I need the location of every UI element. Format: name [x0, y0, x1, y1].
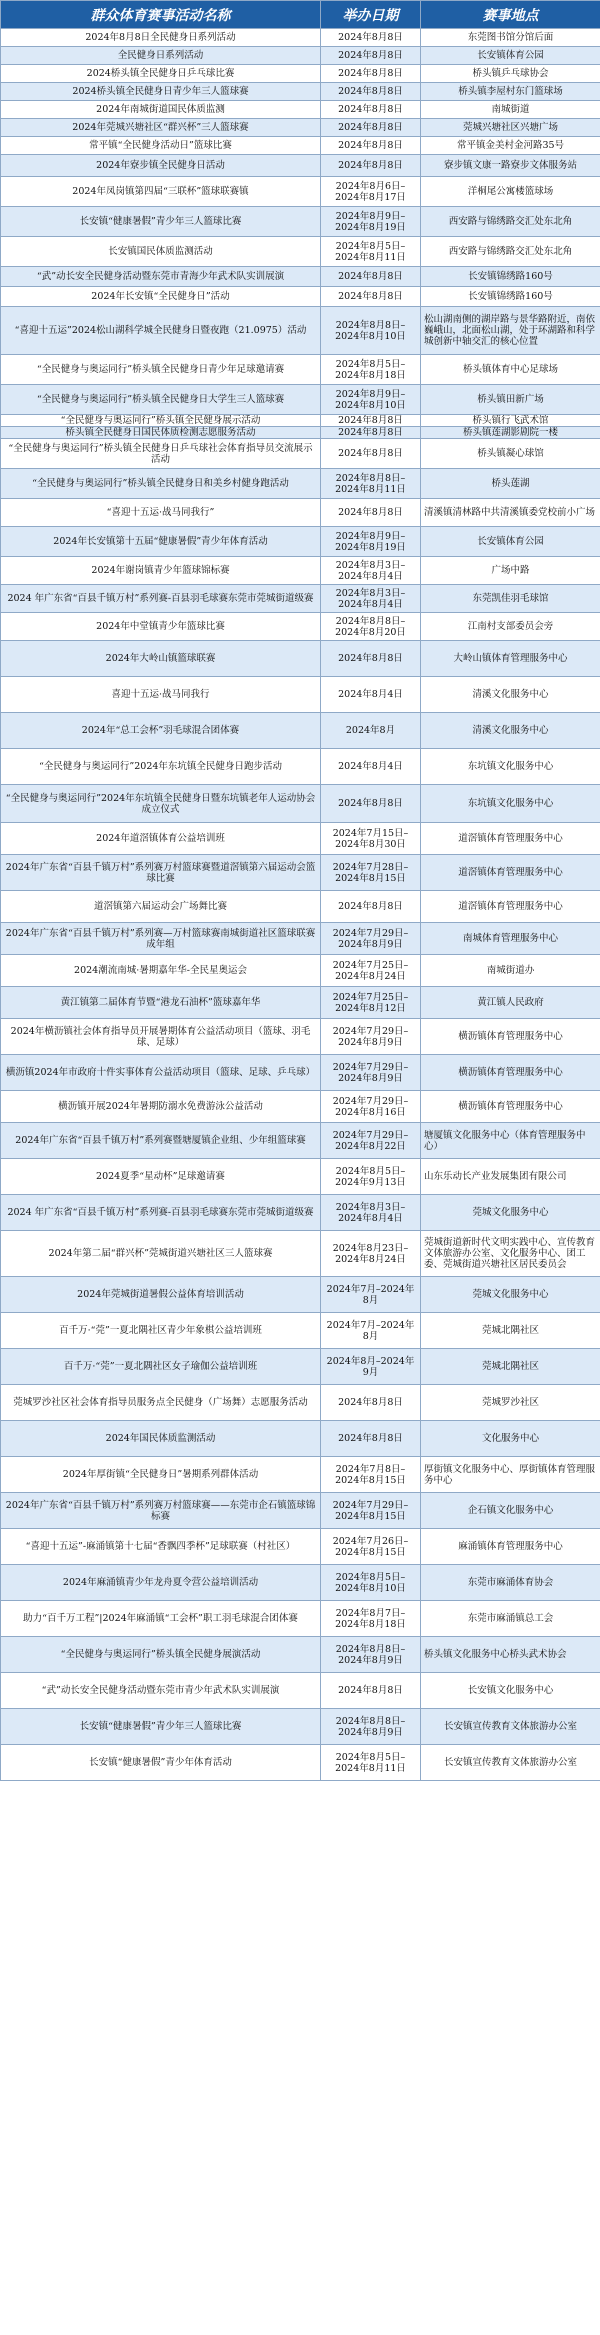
- table-row: [1, 855, 600, 891]
- table-row: [1, 585, 600, 613]
- event-date-cell: 2024年7月29日–2024年8月9日: [321, 923, 421, 955]
- event-name-cell: 2024年大岭山镇篮球联赛: [1, 641, 321, 677]
- event-name-cell: 常平镇“全民健身活动日”篮球比赛: [1, 137, 321, 155]
- event-name-cell: 长安镇国民体质监测活动: [1, 237, 321, 267]
- event-date-cell: 2024年8月8日: [321, 287, 421, 307]
- event-date-cell: 2024年7月29日–2024年8月9日: [321, 1055, 421, 1091]
- table-row: [1, 641, 600, 677]
- event-date-cell: 2024年8月5日–2024年8月11日: [321, 237, 421, 267]
- event-name-cell: 2024年长安镇“全民健身日”活动: [1, 287, 321, 307]
- table-row: [1, 427, 600, 439]
- table-row: [1, 955, 600, 987]
- event-location-cell: 东莞图书馆分馆后面: [421, 29, 600, 47]
- table-row: [1, 1673, 600, 1709]
- table-row: [1, 1493, 600, 1529]
- event-location-cell: 长安镇宣传教育文体旅游办公室: [421, 1709, 600, 1745]
- event-name-cell: 2024年广东省“百县千镇万村”系列赛暨塘厦镇企业组、少年组篮球赛: [1, 1123, 321, 1159]
- table-row: [1, 1313, 600, 1349]
- table-row: [1, 1349, 600, 1385]
- event-name-cell: 2024潮流南城·暑期嘉年华-全民星奥运会: [1, 955, 321, 987]
- event-name-cell: 2024年广东省“百县千镇万村”系列赛万村篮球赛暨道滘镇第六届运动会篮球比赛: [1, 855, 321, 891]
- event-date-cell: 2024年8月8日: [321, 1385, 421, 1421]
- event-date-cell: 2024年8月8日–2024年8月10日: [321, 307, 421, 355]
- event-location-cell: 东莞凯佳羽毛球馆: [421, 585, 600, 613]
- event-name-cell: 2024年8月8日全民健身日系列活动: [1, 29, 321, 47]
- event-date-cell: 2024年8月5日–2024年8月18日: [321, 355, 421, 385]
- event-location-cell: 广场中路: [421, 557, 600, 585]
- event-name-cell: “喜迎十五运·战马同我行”: [1, 499, 321, 527]
- event-location-cell: 东坑镇文化服务中心: [421, 785, 600, 823]
- event-location-cell: 长安镇体育公园: [421, 47, 600, 65]
- event-date-cell: 2024年8月: [321, 713, 421, 749]
- event-name-cell: 2024年谢岗镇青少年篮球锦标赛: [1, 557, 321, 585]
- table-row: [1, 1745, 600, 1781]
- event-name-cell: 黄江镇第二届体育节暨“港龙石油杯”篮球嘉年华: [1, 987, 321, 1019]
- table-row: [1, 1457, 600, 1493]
- event-name-cell: 2024年厚街镇“全民健身日”暑期系列群体活动: [1, 1457, 321, 1493]
- event-date-cell: 2024年8月8日: [321, 155, 421, 177]
- event-date-cell: 2024年8月9日–2024年8月10日: [321, 385, 421, 415]
- event-location-cell: 道滘镇体育管理服务中心: [421, 891, 600, 923]
- event-location-cell: 桥头镇行飞武术馆: [421, 415, 600, 427]
- event-name-cell: 2024桥头镇全民健身日乒乓球比赛: [1, 65, 321, 83]
- table-row: [1, 1123, 600, 1159]
- event-location-cell: 大岭山镇体育管理服务中心: [421, 641, 600, 677]
- event-date-cell: 2024年8月8日: [321, 137, 421, 155]
- event-location-cell: 东坑镇文化服务中心: [421, 749, 600, 785]
- event-location-cell: 文化服务中心: [421, 1421, 600, 1457]
- event-location-cell: 南城体育管理服务中心: [421, 923, 600, 955]
- event-date-cell: 2024年8月8日: [321, 785, 421, 823]
- event-date-cell: 2024年8月8日: [321, 119, 421, 137]
- event-location-cell: 江南村支部委员会旁: [421, 613, 600, 641]
- event-date-cell: 2024年8月3日–2024年8月4日: [321, 585, 421, 613]
- table-row: [1, 823, 600, 855]
- event-location-cell: 长安镇体育公园: [421, 527, 600, 557]
- event-name-cell: 2024年道滘镇体育公益培训班: [1, 823, 321, 855]
- table-row: [1, 1637, 600, 1673]
- event-date-cell: 2024年8月8日: [321, 415, 421, 427]
- event-date-cell: 2024年8月8日: [321, 641, 421, 677]
- event-location-cell: 黄江镇人民政府: [421, 987, 600, 1019]
- table-row: [1, 1195, 600, 1231]
- event-date-cell: 2024年8月8日: [321, 1673, 421, 1709]
- event-location-cell: 长安镇宣传教育文体旅游办公室: [421, 1745, 600, 1781]
- event-location-cell: 清溪文化服务中心: [421, 677, 600, 713]
- event-name-cell: 2024年中堂镇青少年篮球比赛: [1, 613, 321, 641]
- event-name-cell: 百千万·“莞”一夏北隅社区女子瑜伽公益培训班: [1, 1349, 321, 1385]
- event-date-cell: 2024年8月4日: [321, 677, 421, 713]
- event-location-cell: 莞城文化服务中心: [421, 1277, 600, 1313]
- event-name-cell: 道滘镇第六届运动会广场舞比赛: [1, 891, 321, 923]
- table-row: [1, 119, 600, 137]
- event-date-cell: 2024年8月8日: [321, 891, 421, 923]
- event-name-cell: 长安镇“健康暑假”青少年三人篮球比赛: [1, 207, 321, 237]
- event-location-cell: 桥头镇莲湖影剧院一楼: [421, 427, 600, 439]
- event-date-cell: 2024年8月8日–2024年8月9日: [321, 1709, 421, 1745]
- event-name-cell: 2024年莞城兴塘社区“群兴杯”三人篮球赛: [1, 119, 321, 137]
- event-date-cell: 2024年8月23日–2024年8月24日: [321, 1231, 421, 1277]
- table-row: [1, 527, 600, 557]
- header-event-name: 群众体育赛事活动名称: [1, 1, 321, 29]
- event-date-cell: 2024年8月3日–2024年8月4日: [321, 1195, 421, 1231]
- event-name-cell: 2024年第二届“群兴杯”莞城街道兴塘社区三人篮球赛: [1, 1231, 321, 1277]
- event-name-cell: 全民健身日系列活动: [1, 47, 321, 65]
- header-row: [1, 1, 600, 29]
- event-location-cell: 山东乐动长产业发展集团有限公司: [421, 1159, 600, 1195]
- event-name-cell: 2024年长安镇第十五届“健康暑假”青少年体育活动: [1, 527, 321, 557]
- event-location-cell: 横沥镇体育管理服务中心: [421, 1019, 600, 1055]
- event-date-cell: 2024年8月8日: [321, 47, 421, 65]
- event-date-cell: 2024年8月8日–2024年8月11日: [321, 469, 421, 499]
- table-row: [1, 677, 600, 713]
- table-row: [1, 29, 600, 47]
- table-row: [1, 47, 600, 65]
- event-location-cell: 洋桐尾公寓楼篮球场: [421, 177, 600, 207]
- event-name-cell: 2024 年广东省“百县千镇万村”系列赛-百县羽毛球赛东莞市莞城街道级赛: [1, 1195, 321, 1231]
- event-date-cell: 2024年8月8日: [321, 439, 421, 469]
- event-name-cell: 2024年南城街道国民体质监测: [1, 101, 321, 119]
- event-location-cell: 清溪镇清林路中共清溪镇委党校前小广场: [421, 499, 600, 527]
- table-row: [1, 1055, 600, 1091]
- event-date-cell: 2024年7月–2024年8月: [321, 1277, 421, 1313]
- table-row: [1, 1231, 600, 1277]
- event-location-cell: 东莞市麻涌镇总工会: [421, 1601, 600, 1637]
- event-name-cell: 2024年麻涌镇青少年龙舟夏令营公益培训活动: [1, 1565, 321, 1601]
- event-date-cell: 2024年8月–2024年9月: [321, 1349, 421, 1385]
- event-location-cell: 莞城北隅社区: [421, 1349, 600, 1385]
- table-row: [1, 1385, 600, 1421]
- event-location-cell: 桥头镇乒乓球协会: [421, 65, 600, 83]
- event-location-cell: 桥头镇体育中心足球场: [421, 355, 600, 385]
- event-date-cell: 2024年8月8日–2024年8月9日: [321, 1637, 421, 1673]
- table-row: [1, 1601, 600, 1637]
- event-name-cell: 百千万·“莞”一夏北隅社区青少年象棋公益培训班: [1, 1313, 321, 1349]
- table-row: [1, 267, 600, 287]
- event-name-cell: “全民健身与奥运同行”桥头镇全民健身日乒乓球社会体育指导员交流展示活动: [1, 439, 321, 469]
- event-name-cell: 2024年莞城街道暑假公益体育培训活动: [1, 1277, 321, 1313]
- event-date-cell: 2024年8月8日: [321, 1421, 421, 1457]
- event-name-cell: “喜迎十五运”2024松山湖科学城全民健身日暨夜跑（21.0975）活动: [1, 307, 321, 355]
- table-row: [1, 1421, 600, 1457]
- event-date-cell: 2024年8月7日–2024年8月18日: [321, 1601, 421, 1637]
- event-date-cell: 2024年7月29日–2024年8月9日: [321, 1019, 421, 1055]
- event-location-cell: 横沥镇体育管理服务中心: [421, 1055, 600, 1091]
- table-row: [1, 1091, 600, 1123]
- event-date-cell: 2024年8月5日–2024年9月13日: [321, 1159, 421, 1195]
- event-date-cell: 2024年8月8日: [321, 29, 421, 47]
- event-name-cell: 2024年横沥镇社会体育指导员开展暑期体育公益活动项目（篮球、羽毛球、足球）: [1, 1019, 321, 1055]
- event-date-cell: 2024年8月8日: [321, 427, 421, 439]
- event-name-cell: “喜迎十五运”-麻涌镇第十七届“香飘四季杯”足球联赛（村社区）: [1, 1529, 321, 1565]
- table-row: [1, 1159, 600, 1195]
- event-location-cell: 长安镇锦绣路160号: [421, 287, 600, 307]
- event-name-cell: 2024桥头镇全民健身日青少年三人篮球赛: [1, 83, 321, 101]
- event-name-cell: 横沥镇开展2024年暑期防溺水免费游泳公益活动: [1, 1091, 321, 1123]
- event-date-cell: 2024年7月25日–2024年8月24日: [321, 955, 421, 987]
- event-location-cell: 莞城兴塘社区兴塘广场: [421, 119, 600, 137]
- event-location-cell: 长安镇文化服务中心: [421, 1673, 600, 1709]
- event-name-cell: 2024年广东省“百县千镇万村”系列赛—万村篮球赛南城街道社区篮球联赛成年组: [1, 923, 321, 955]
- event-location-cell: 东莞市麻涌体育协会: [421, 1565, 600, 1601]
- event-name-cell: “全民健身与奥运同行”2024年东坑镇全民健身日跑步活动: [1, 749, 321, 785]
- event-date-cell: 2024年8月8日: [321, 267, 421, 287]
- table-row: [1, 439, 600, 469]
- table-row: [1, 1529, 600, 1565]
- event-name-cell: 2024年凤岗镇第四届“三联杯”篮球联赛镇: [1, 177, 321, 207]
- table-row: [1, 65, 600, 83]
- event-name-cell: 2024年国民体质监测活动: [1, 1421, 321, 1457]
- event-date-cell: 2024年8月8日: [321, 83, 421, 101]
- table-row: [1, 713, 600, 749]
- event-date-cell: 2024年7月25日–2024年8月12日: [321, 987, 421, 1019]
- event-location-cell: 长安镇锦绣路160号: [421, 267, 600, 287]
- table-row: [1, 307, 600, 355]
- event-name-cell: “全民健身与奥运同行”桥头镇全民健身展示活动: [1, 415, 321, 427]
- event-location-cell: 桥头镇文化服务中心桥头武术协会: [421, 1637, 600, 1673]
- event-date-cell: 2024年8月8日: [321, 65, 421, 83]
- event-location-cell: 道滘镇体育管理服务中心: [421, 823, 600, 855]
- table-row: [1, 83, 600, 101]
- event-date-cell: 2024年7月29日–2024年8月22日: [321, 1123, 421, 1159]
- event-name-cell: “全民健身与奥运同行”桥头镇全民健身展演活动: [1, 1637, 321, 1673]
- event-location-cell: 桥头镇凝心球馆: [421, 439, 600, 469]
- event-name-cell: 长安镇“健康暑假”青少年三人篮球比赛: [1, 1709, 321, 1745]
- table-row: [1, 177, 600, 207]
- table-row: [1, 237, 600, 267]
- event-name-cell: “武”动长安全民健身活动暨东莞市青海少年武术队实训展演: [1, 267, 321, 287]
- event-name-cell: 2024年“总工会杯”羽毛球混合团体赛: [1, 713, 321, 749]
- event-location-cell: 桥头镇田新广场: [421, 385, 600, 415]
- event-location-cell: 莞城罗沙社区: [421, 1385, 600, 1421]
- table-row: [1, 749, 600, 785]
- event-location-cell: 厚街镇文化服务中心、厚街镇体育管理服务中心: [421, 1457, 600, 1493]
- table-row: [1, 469, 600, 499]
- event-name-cell: 2024年寮步镇全民健身日活动: [1, 155, 321, 177]
- event-name-cell: 莞城罗沙社区社会体育指导员服务点全民健身（广场舞）志愿服务活动: [1, 1385, 321, 1421]
- event-name-cell: 长安镇“健康暑假”青少年体育活动: [1, 1745, 321, 1781]
- table-row: [1, 613, 600, 641]
- event-name-cell: “全民健身与奥运同行”桥头镇全民健身日青少年足球邀请赛: [1, 355, 321, 385]
- table-row: [1, 923, 600, 955]
- event-name-cell: “全民健身与奥运同行”2024年东坑镇全民健身日暨东坑镇老年人运动协会成立仪式: [1, 785, 321, 823]
- event-location-cell: 清溪文化服务中心: [421, 713, 600, 749]
- event-date-cell: 2024年7月15日–2024年8月30日: [321, 823, 421, 855]
- event-date-cell: 2024年8月4日: [321, 749, 421, 785]
- event-location-cell: 横沥镇体育管理服务中心: [421, 1091, 600, 1123]
- table-row: [1, 499, 600, 527]
- event-location-cell: 寮步镇文康一路寮步文体服务站: [421, 155, 600, 177]
- event-location-cell: 麻涌镇体育管理服务中心: [421, 1529, 600, 1565]
- table-row: [1, 137, 600, 155]
- event-location-cell: 西安路与锦绣路交汇处东北角: [421, 237, 600, 267]
- event-name-cell: 喜迎十五运·战马同我行: [1, 677, 321, 713]
- table-row: [1, 1709, 600, 1745]
- event-location-cell: 南城街道: [421, 101, 600, 119]
- event-date-cell: 2024年8月5日–2024年8月11日: [321, 1745, 421, 1781]
- event-name-cell: “全民健身与奥运同行”桥头镇全民健身日大学生三人篮球赛: [1, 385, 321, 415]
- table-row: [1, 1019, 600, 1055]
- event-name-cell: “全民健身与奥运同行”桥头镇全民健身日和美乡村健身跑活动: [1, 469, 321, 499]
- event-name-cell: 2024 年广东省“百县千镇万村”系列赛-百县羽毛球赛东莞市莞城街道级赛: [1, 585, 321, 613]
- event-date-cell: 2024年7月29日–2024年8月15日: [321, 1493, 421, 1529]
- event-date-cell: 2024年8月5日–2024年8月10日: [321, 1565, 421, 1601]
- event-location-cell: 莞城北隅社区: [421, 1313, 600, 1349]
- table-row: [1, 415, 600, 427]
- event-date-cell: 2024年8月9日–2024年8月19日: [321, 207, 421, 237]
- event-name-cell: 2024年广东省“百县千镇万村”系列赛万村篮球赛——东莞市企石镇篮球锦标赛: [1, 1493, 321, 1529]
- event-location-cell: 常平镇金美村金河路35号: [421, 137, 600, 155]
- event-date-cell: 2024年8月8日: [321, 499, 421, 527]
- event-date-cell: 2024年8月9日–2024年8月19日: [321, 527, 421, 557]
- table-row: [1, 1277, 600, 1313]
- table-row: [1, 101, 600, 119]
- event-location-cell: 莞城街道新时代文明实践中心、宣传教育文体旅游办公室、文化服务中心、团工委、莞城街道兴塘社区居民委员会: [421, 1231, 600, 1277]
- event-date-cell: 2024年7月8日–2024年8月15日: [321, 1457, 421, 1493]
- table-row: [1, 385, 600, 415]
- event-date-cell: 2024年7月–2024年8月: [321, 1313, 421, 1349]
- table-row: [1, 207, 600, 237]
- event-location-cell: 企石镇文化服务中心: [421, 1493, 600, 1529]
- event-location-cell: 莞城文化服务中心: [421, 1195, 600, 1231]
- event-name-cell: 2024夏季“星动杯”足球邀请赛: [1, 1159, 321, 1195]
- header-date: 举办日期: [321, 1, 421, 29]
- event-date-cell: 2024年7月26日–2024年8月15日: [321, 1529, 421, 1565]
- event-location-cell: 松山湖南侧的湖岸路与景华路附近，南依巍峨山，北面松山湖，处于环湖路和科学城创新中轴交汇的核心位置: [421, 307, 600, 355]
- event-name-cell: 助力“百千万工程”|2024年麻涌镇“工会杯”职工羽毛球混合团体赛: [1, 1601, 321, 1637]
- table-row: [1, 987, 600, 1019]
- event-location-cell: 塘厦镇文化服务中心（体育管理服务中心）: [421, 1123, 600, 1159]
- event-date-cell: 2024年7月29日–2024年8月16日: [321, 1091, 421, 1123]
- event-date-cell: 2024年8月8日: [321, 101, 421, 119]
- table-row: [1, 891, 600, 923]
- event-location-cell: 桥头镇李屋村东门篮球场: [421, 83, 600, 101]
- table-row: [1, 155, 600, 177]
- event-location-cell: 南城街道办: [421, 955, 600, 987]
- event-location-cell: 桥头莲湖: [421, 469, 600, 499]
- table-row: [1, 355, 600, 385]
- event-name-cell: 横沥镇2024年市政府十件实事体育公益活动项目（篮球、足球、乒乓球）: [1, 1055, 321, 1091]
- table-row: [1, 557, 600, 585]
- event-name-cell: 桥头镇全民健身日国民体质检测志愿服务活动: [1, 427, 321, 439]
- table-row: [1, 1565, 600, 1601]
- header-location: 赛事地点: [421, 1, 600, 29]
- event-date-cell: 2024年7月28日–2024年8月15日: [321, 855, 421, 891]
- event-location-cell: 西安路与锦绣路交汇处东北角: [421, 207, 600, 237]
- table-row: [1, 785, 600, 823]
- event-location-cell: 道滘镇体育管理服务中心: [421, 855, 600, 891]
- event-date-cell: 2024年8月3日–2024年8月4日: [321, 557, 421, 585]
- table-row: [1, 287, 600, 307]
- event-date-cell: 2024年8月6日–2024年8月17日: [321, 177, 421, 207]
- event-name-cell: “武”动长安全民健身活动暨东莞市青少年武术队实训展演: [1, 1673, 321, 1709]
- event-date-cell: 2024年8月8日–2024年8月20日: [321, 613, 421, 641]
